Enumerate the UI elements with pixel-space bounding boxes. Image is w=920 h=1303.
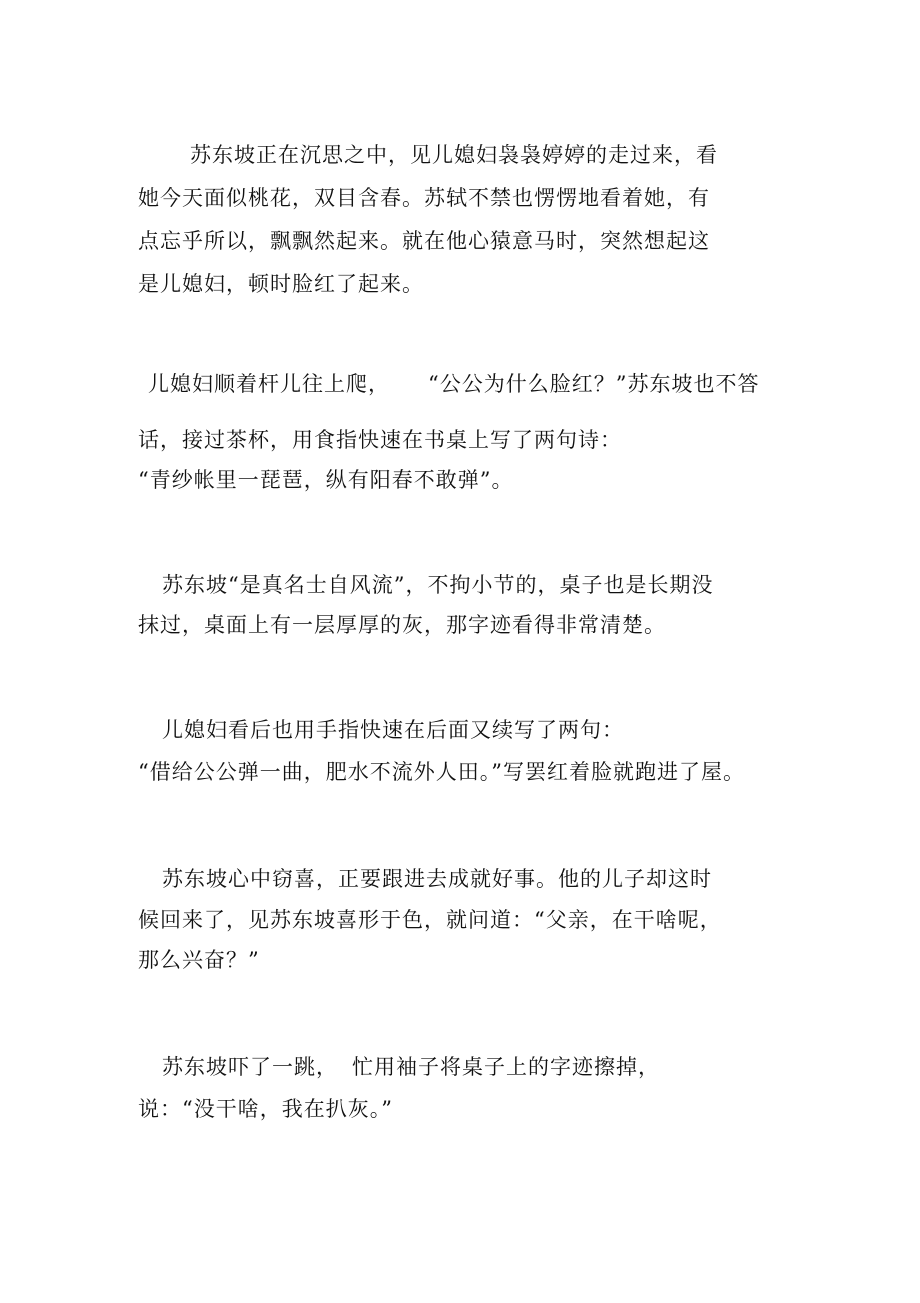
paragraph-line: 话，接过茶杯，用食指快速在书桌上写了两句诗： bbox=[138, 428, 622, 452]
paragraph-line: 苏东坡心中窃喜，正要跟进去成就好事。他的儿子却这时 bbox=[162, 867, 712, 891]
paragraph-line: 抹过，桌面上有一层厚厚的灰，那字迹看得非常清楚。 bbox=[138, 613, 666, 637]
paragraph-line: 忙用袖子将桌子上的字迹擦掉， bbox=[352, 1055, 660, 1079]
paragraph-line: 候回来了，见苏东坡喜形于色，就问道：“父亲，在干啥呢， bbox=[138, 908, 722, 932]
paragraph-line: 她今天面似桃花，双目含春。苏轼不禁也愣愣地看着她，有 bbox=[138, 186, 710, 210]
paragraph-line: “借给公公弹一曲，肥水不流外人田。”写罢红着脸就跑进了屋。 bbox=[138, 760, 745, 784]
paragraph-line: 儿媳妇看后也用手指快速在后面又续写了两句： bbox=[162, 718, 624, 742]
paragraph-line: 苏东坡正在沉思之中，见儿媳妇袅袅婷婷的走过来，看 bbox=[190, 143, 718, 167]
paragraph-line: 那么兴奋？” bbox=[138, 948, 260, 972]
paragraph-line: “公公为什么脸红？”苏东坡也不答 bbox=[428, 372, 760, 396]
paragraph-line: 苏东坡吓了一跳， bbox=[162, 1055, 338, 1079]
paragraph-line: 儿媳妇顺着杆儿往上爬， bbox=[148, 372, 390, 396]
paragraph-line: “青纱帐里一琵琶，纵有阳春不敢弹”。 bbox=[138, 468, 514, 492]
paragraph-line: 说：“没干啥，我在扒灰。” bbox=[138, 1097, 393, 1121]
paragraph-line: 苏东坡“是真名士自风流”，不拘小节的，桌子也是长期没 bbox=[162, 573, 714, 597]
paragraph-line: 是儿媳妇，顿时脸红了起来。 bbox=[138, 272, 424, 296]
paragraph-line: 点忘乎所以，飘飘然起来。就在他心猿意马时，突然想起这 bbox=[138, 229, 710, 253]
